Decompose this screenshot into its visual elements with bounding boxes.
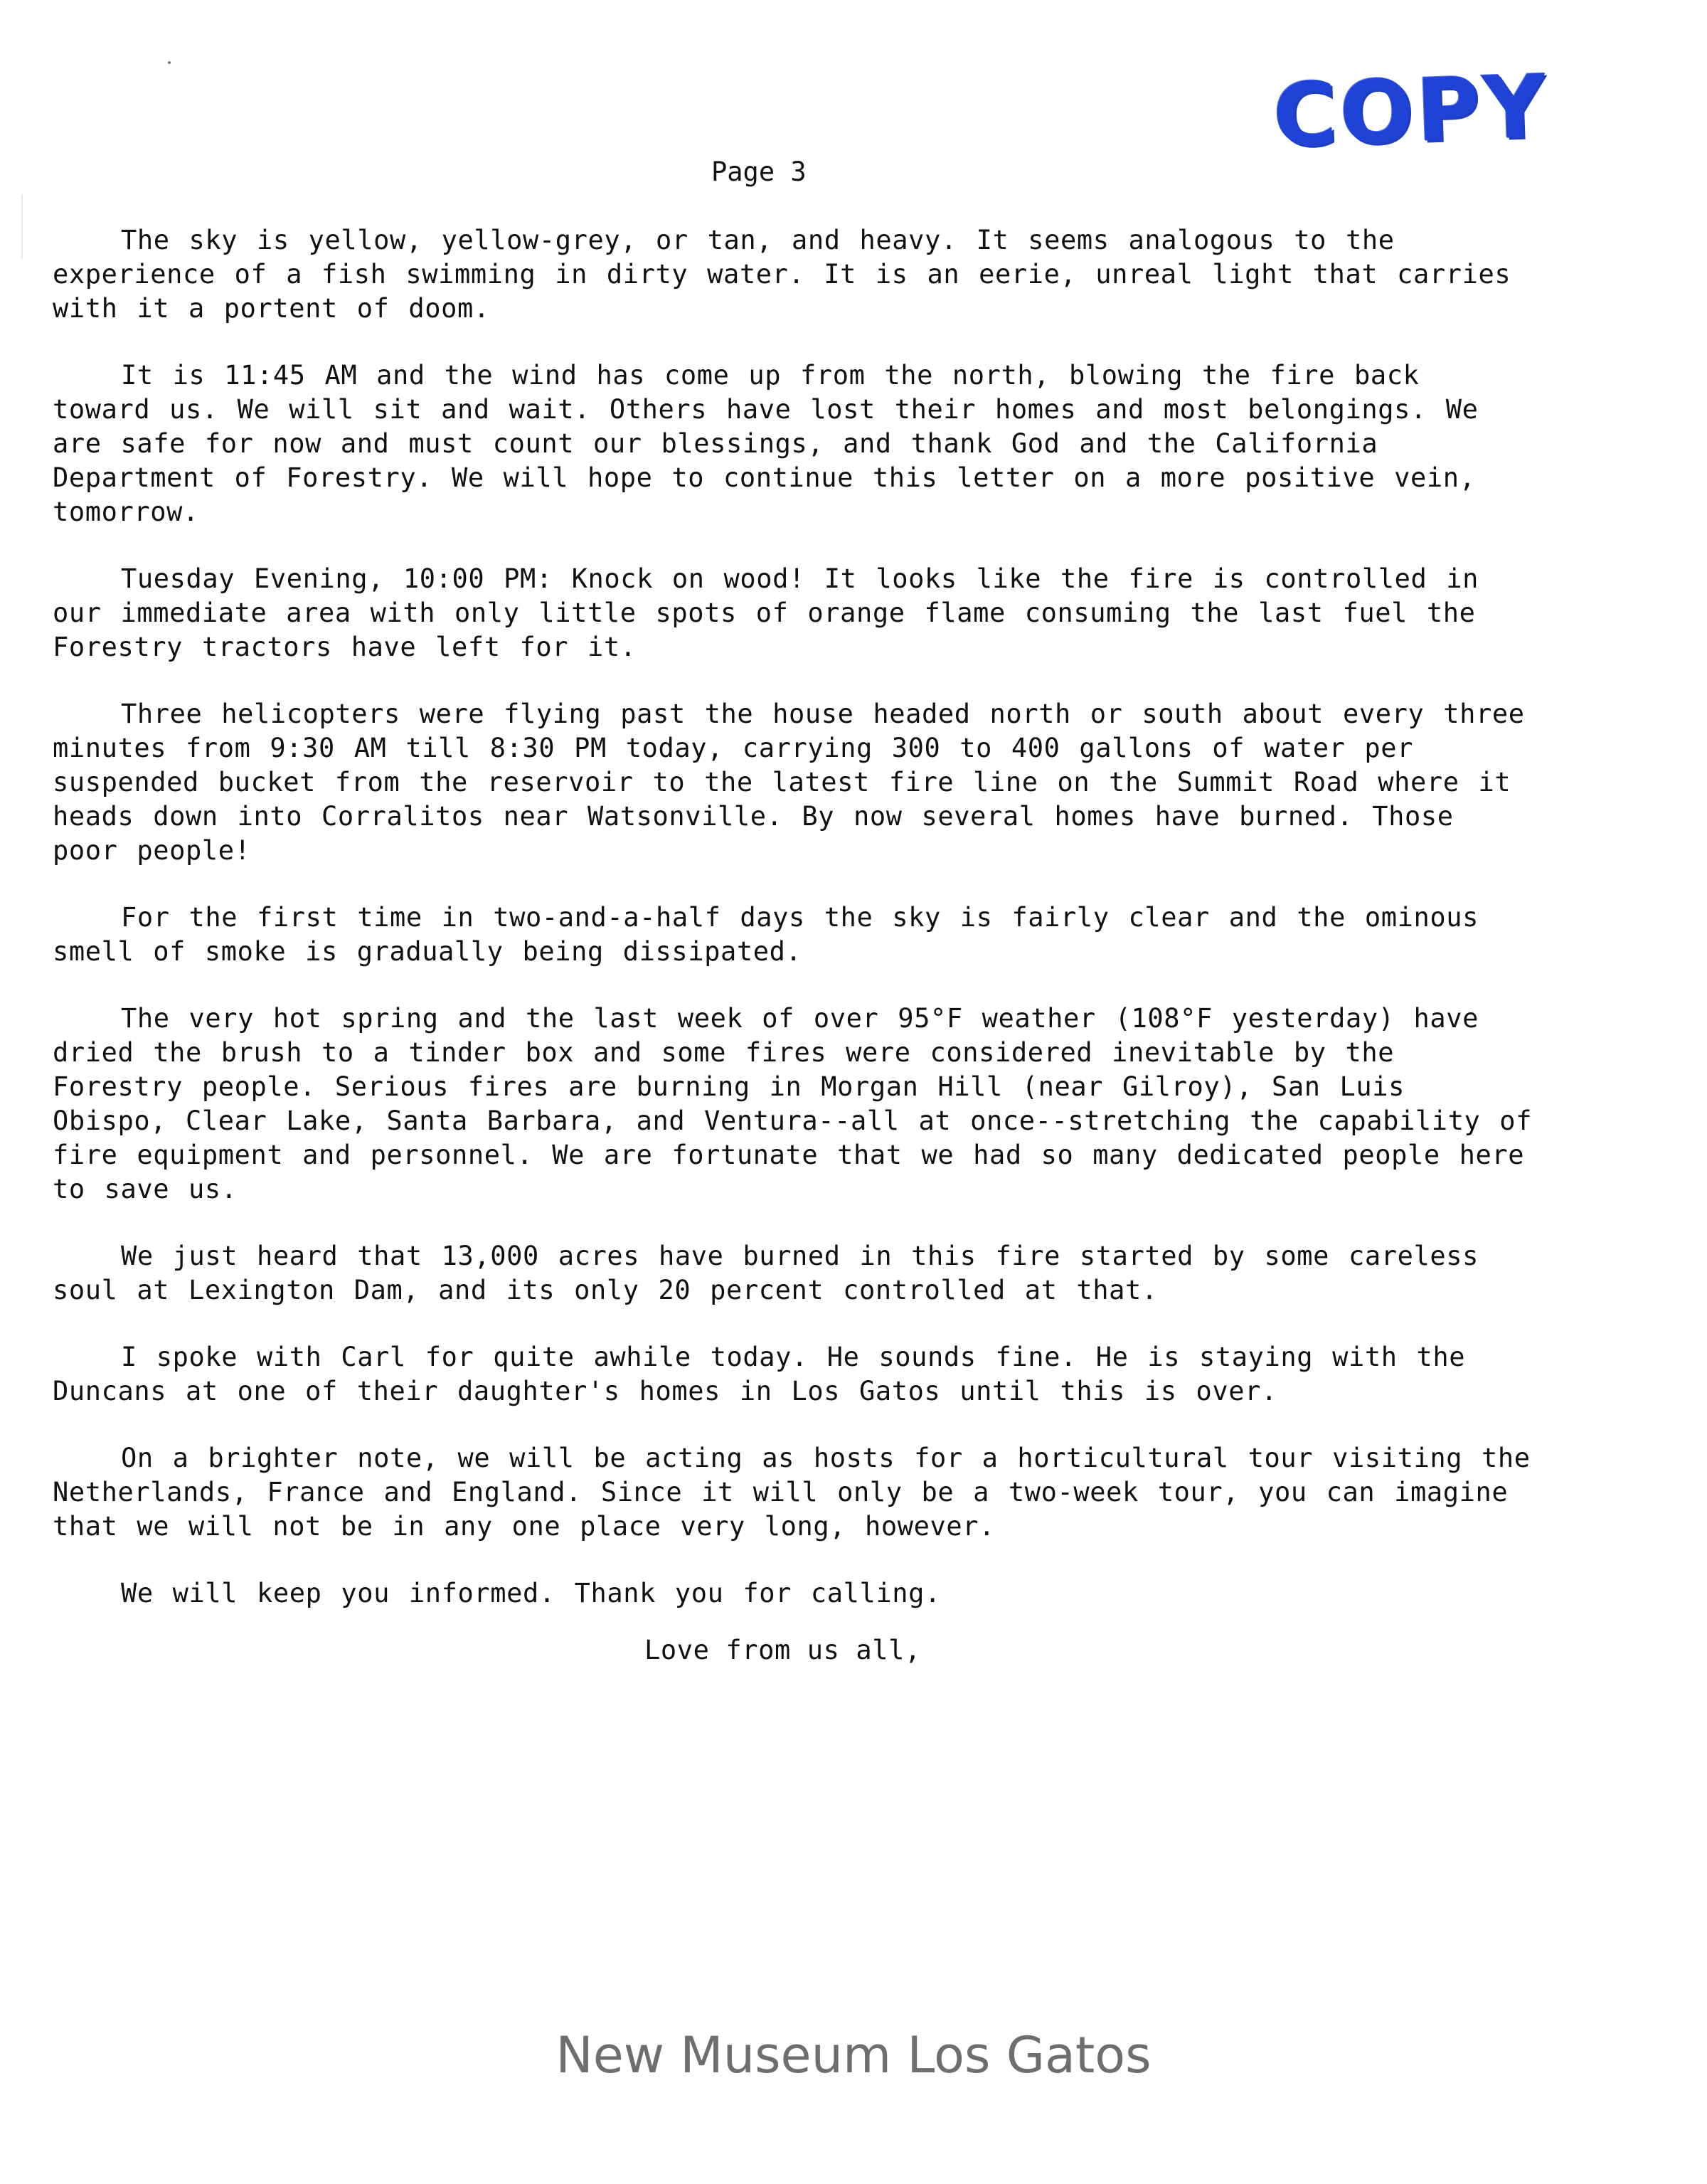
museum-watermark: New Museum Los Gatos (555, 2026, 1152, 2084)
paragraph-hot-spring: The very hot spring and the last week of over 95°F weather (108°F yesterday) have dried the brush to a tinder box and some fires were considered inevitable by the Forestry people. Serious fires are burning in Morgan Hill (near Gilroy), San Luis Obispo, Clear Lake, Santa Barbara, and Ventura--all at once--stretching the capability of fire equipment and personnel. We are fortunate that we had so many dedicated people here to save us. (53, 1003, 1532, 1204)
paragraph-keep-informed: We will keep you informed. Thank you for calling. (121, 1578, 941, 1608)
paragraph-wind: It is 11:45 AM and the wind has come up from the north, blowing the fire back toward us. We will sit and wait. Others have lost their homes and most belongings. We are safe for now and must count our blessings, and thank God and the California Department of Forestry. We will hope to continue this letter on a more positive vein, tomorrow. (53, 360, 1479, 527)
copy-stamp: COPY (1271, 55, 1551, 166)
paragraph-acres-burned: We just heard that 13,000 acres have burned in this fire started by some careless soul at Lexington Dam, and its only 20 percent controlled at that. (53, 1241, 1479, 1305)
paragraph-tuesday-evening: Tuesday Evening, 10:00 PM: Knock on wood! It looks like the fire is controlled in our immediate area with only little spots of orange flame consuming the last fuel the Forestry tractors have left for it. (53, 563, 1479, 662)
paragraph-sky: The sky is yellow, yellow-grey, or tan, and heavy. It seems analogous to the experience of a fish swimming in dirty water. It is an eerie, unreal light that carries with it a portent of doom. (53, 225, 1511, 324)
paragraph-clear-sky: For the first time in two-and-a-half days the sky is fairly clear and the ominous smell of smoke is gradually being dissipated. (53, 902, 1479, 967)
letter-body (53, 223, 1532, 1643)
page-number: Page 3 (711, 157, 807, 187)
paragraph-helicopters: Three helicopters were flying past the house headed north or south about every three minutes from 9:30 AM till 8:30 PM today, carrying 300 to 400 gallons of water per suspended bucket from the reservoir to the latest fire line on the Summit Road where it heads down into Corralitos near Watsonville. By now several homes have burned. Those poor people! (53, 699, 1525, 866)
closing-line: Love from us all, (644, 1635, 921, 1665)
corner-fold-mark (0, 194, 23, 283)
paragraph-carl: I spoke with Carl for quite awhile today. He sounds fine. He is staying with the Duncans at one of their daughter's homes in Los Gatos until this is over. (53, 1342, 1466, 1406)
paragraph-tour: On a brighter note, we will be acting as hosts for a horticultural tour visiting the Netherlands, France and England. Since it will only be a two-week tour, you can imagine that we will not be in any one place very long, however. (53, 1443, 1531, 1542)
paper-speck (168, 61, 171, 64)
